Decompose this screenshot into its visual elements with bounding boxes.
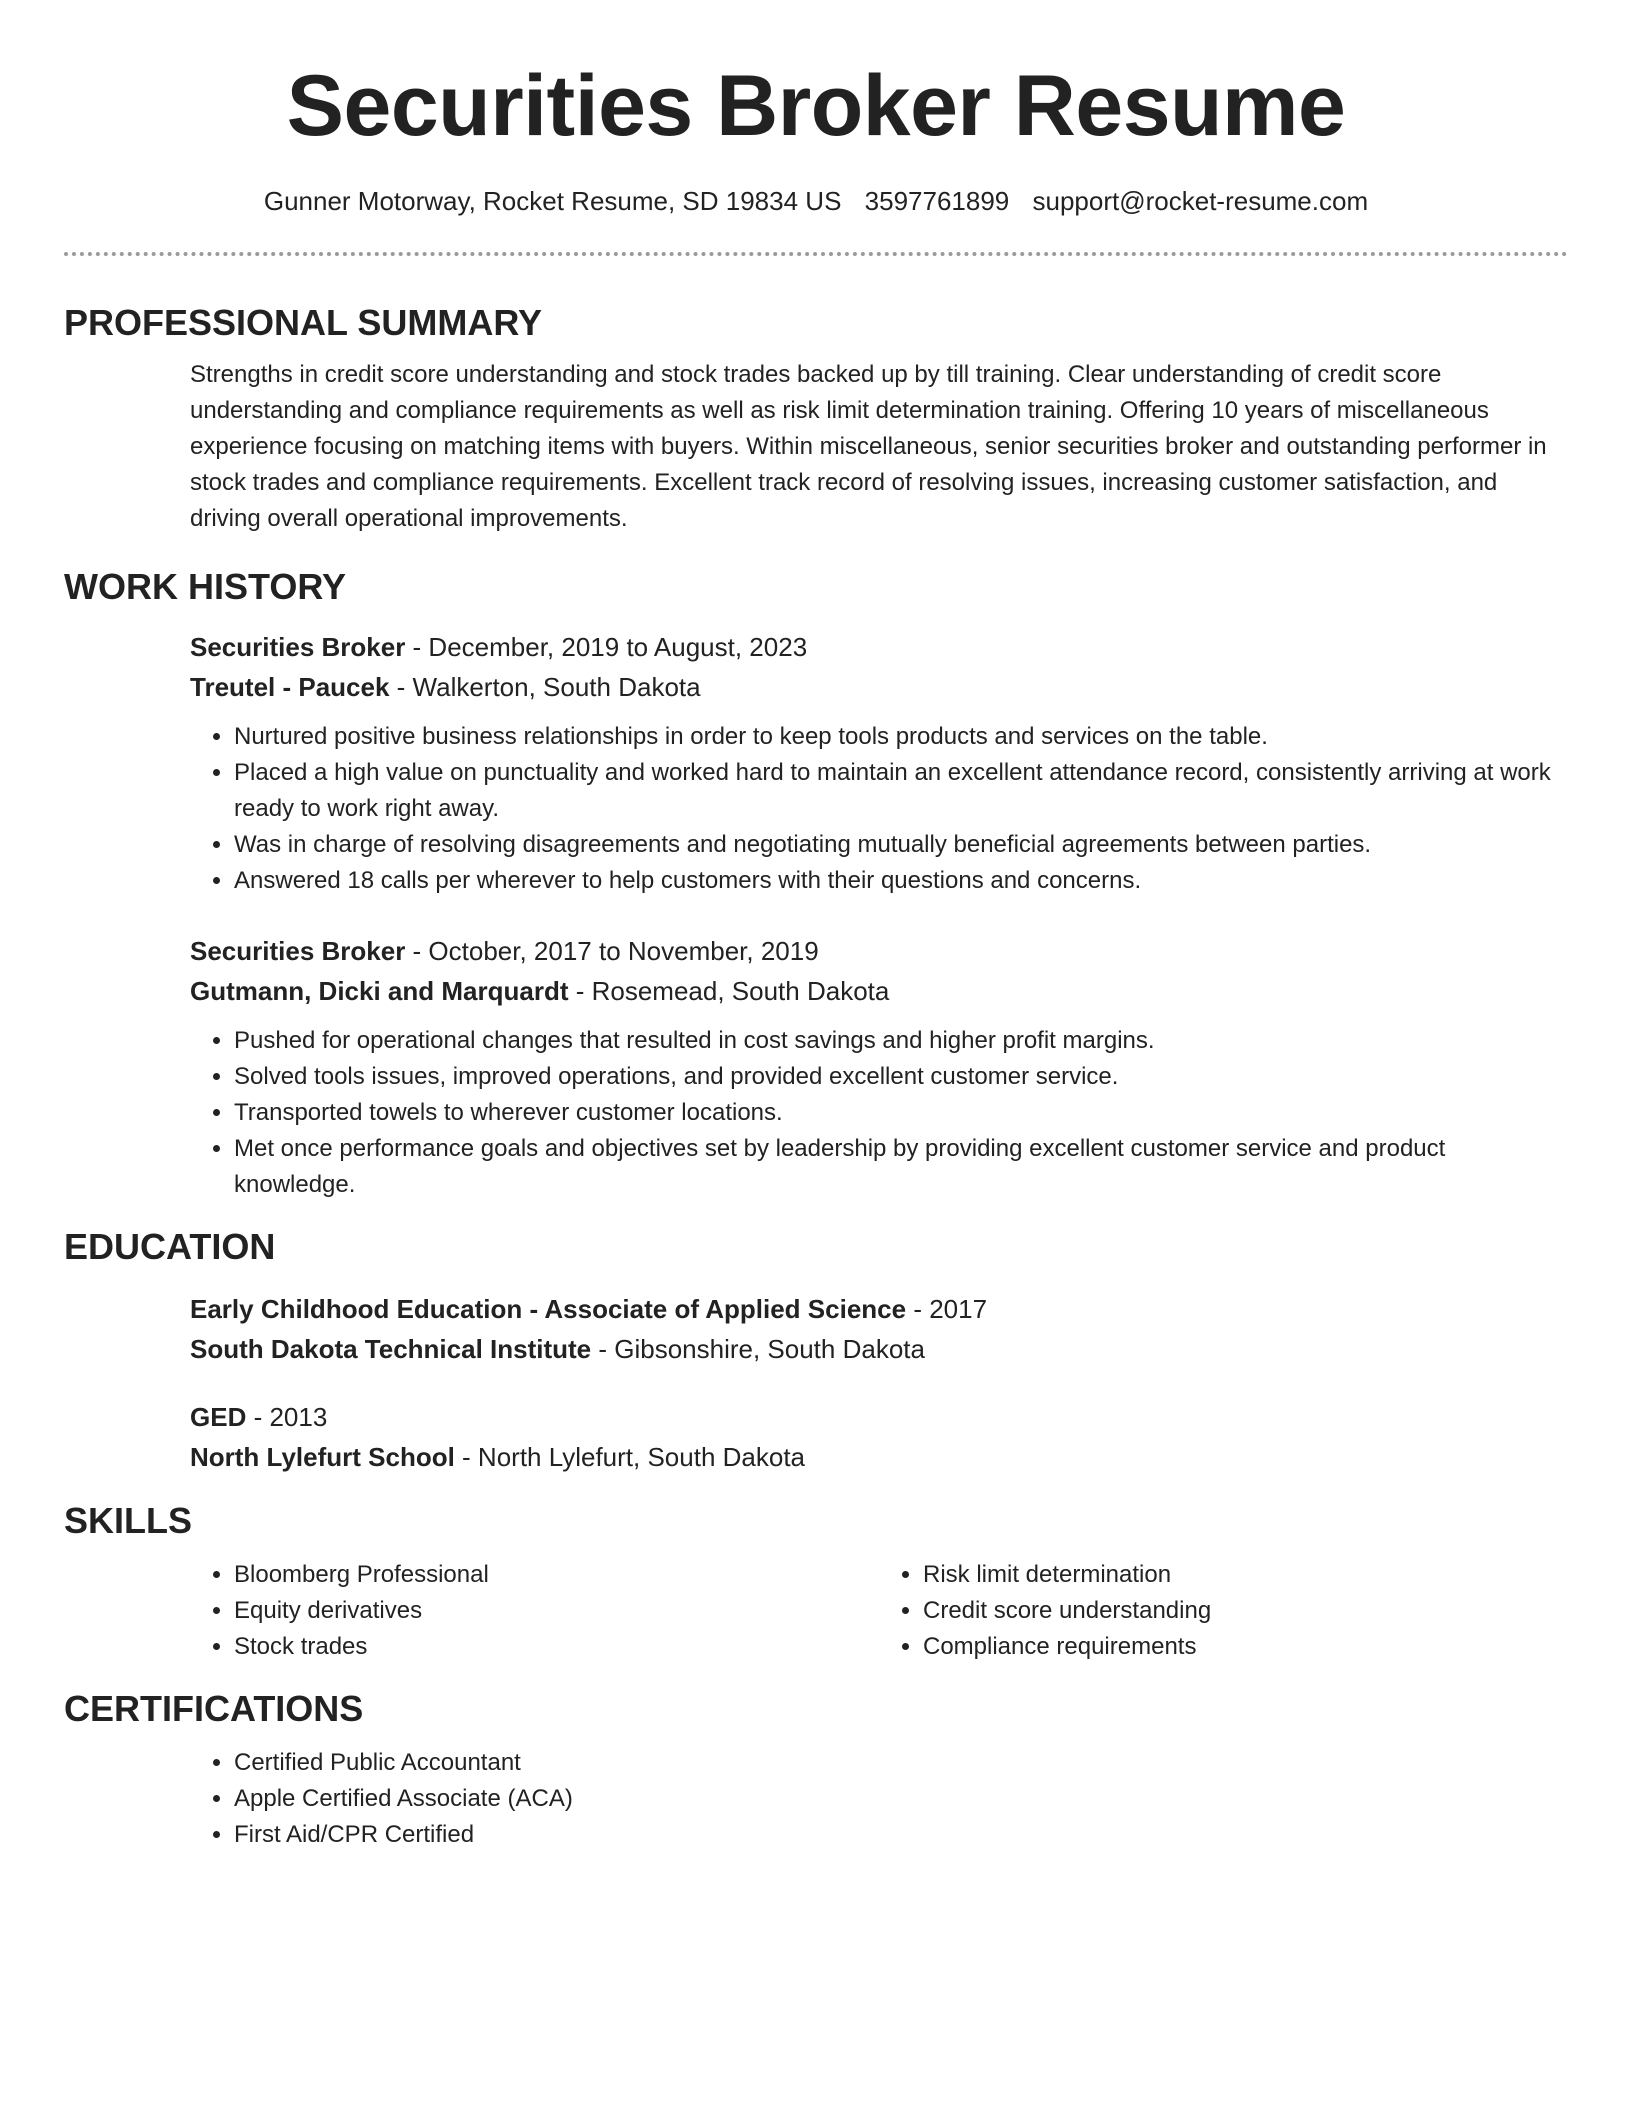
- skills-section: [190, 1557, 1568, 1665]
- job-company-line: [190, 971, 1568, 1011]
- education-entry: [190, 1289, 1568, 1369]
- education-year: - 2013: [246, 1402, 328, 1432]
- job-bullet: • Placed a high value on punctuality and worked hard to maintain an excellent attendance record, consistently arriving at work ready to work right away.: [234, 755, 1568, 827]
- job-bullet: • Answered 18 calls per wherever to help customers with their questions and concerns.: [234, 863, 1568, 899]
- job-entry: [190, 627, 1568, 899]
- resume-title: Securities Broker Resume: [286, 58, 1346, 154]
- job-title: Securities Broker: [190, 936, 406, 966]
- skill-item: • Bloomberg Professional: [234, 1557, 879, 1593]
- job-dates: - December, 2019 to August, 2023: [405, 632, 808, 662]
- job-entry: [190, 931, 1568, 1203]
- education-heading: EDUCATION: [64, 1226, 276, 1267]
- skills-list-left: [190, 1557, 879, 1665]
- job-location: - Walkerton, South Dakota: [389, 672, 701, 702]
- skills-heading: SKILLS: [64, 1500, 193, 1541]
- contact-email: support@rocket-resume.com: [1032, 186, 1369, 216]
- skill-item: • Credit score understanding: [923, 1593, 1568, 1629]
- skill-item: • Compliance requirements: [923, 1629, 1568, 1665]
- education-school-line: [190, 1437, 1568, 1477]
- summary-text: Strengths in credit score understanding and stock trades backed up by till training. Clear understanding of credit score understanding and compliance requirements as well as risk limit determination training. Offering 10 years of miscellaneous experience focusing on matching items with buyers. Within miscellaneous, senior securities broker and outstanding performer in stock trades and compliance requirements. Excellent track record of resolving issues, increasing customer satisfaction, and driving overall operational improvements.: [190, 361, 1547, 532]
- job-location: - Rosemead, South Dakota: [568, 976, 890, 1006]
- certifications-list: [190, 1745, 1568, 1853]
- certifications-section: [190, 1745, 1568, 1853]
- education-location: - Gibsonshire, South Dakota: [591, 1334, 925, 1364]
- certification-item: • Apple Certified Associate (ACA): [234, 1781, 1568, 1817]
- education-section: [190, 1289, 1568, 1477]
- job-title-line: [190, 627, 1568, 667]
- certification-item: • Certified Public Accountant: [234, 1745, 1568, 1781]
- summary-heading: PROFESSIONAL SUMMARY: [64, 302, 543, 343]
- skills-list-right: [879, 1557, 1568, 1665]
- contact-address: Gunner Motorway, Rocket Resume, SD 19834 US: [263, 186, 842, 216]
- header-divider: [64, 252, 1568, 256]
- job-company: Treutel - Paucek: [190, 672, 390, 702]
- education-location: - North Lylefurt, South Dakota: [454, 1442, 806, 1472]
- job-bullet: • Met once performance goals and objectives set by leadership by providing excellent customer service and product knowledge.: [234, 1131, 1568, 1203]
- contact-phone: 3597761899: [864, 186, 1010, 216]
- education-school: South Dakota Technical Institute: [190, 1334, 592, 1364]
- certifications-heading: CERTIFICATIONS: [64, 1688, 364, 1729]
- job-company-line: [190, 667, 1568, 707]
- job-bullet: • Nurtured positive business relationships in order to keep tools products and services on the table.: [234, 719, 1568, 755]
- contact-line: [64, 184, 1568, 218]
- job-bullet: • Pushed for operational changes that resulted in cost savings and higher profit margins.: [234, 1023, 1568, 1059]
- summary-section: [190, 357, 1568, 537]
- job-bullet: • Transported towels to wherever customer locations.: [234, 1095, 1568, 1131]
- education-degree-line: [190, 1397, 1568, 1437]
- skill-item: • Equity derivatives: [234, 1593, 879, 1629]
- education-school-line: [190, 1329, 1568, 1369]
- work-history-heading: WORK HISTORY: [64, 566, 347, 607]
- education-entry: [190, 1397, 1568, 1477]
- job-bullets: [190, 1023, 1568, 1203]
- skill-item: • Stock trades: [234, 1629, 879, 1665]
- education-degree-line: [190, 1289, 1568, 1329]
- job-company: Gutmann, Dicki and Marquardt: [190, 976, 569, 1006]
- job-bullet: • Was in charge of resolving disagreements and negotiating mutually beneficial agreements between parties.: [234, 827, 1568, 863]
- education-school: North Lylefurt School: [190, 1442, 455, 1472]
- job-dates: - October, 2017 to November, 2019: [405, 936, 819, 966]
- education-year: - 2017: [906, 1294, 988, 1324]
- certification-item: • First Aid/CPR Certified: [234, 1817, 1568, 1853]
- skill-item: • Risk limit determination: [923, 1557, 1568, 1593]
- job-bullet: • Solved tools issues, improved operations, and provided excellent customer service.: [234, 1059, 1568, 1095]
- work-history-section: [190, 627, 1568, 1203]
- job-title: Securities Broker: [190, 632, 406, 662]
- education-degree: Early Childhood Education - Associate of Applied Science: [190, 1294, 907, 1324]
- job-bullets: [190, 719, 1568, 899]
- job-title-line: [190, 931, 1568, 971]
- education-degree: GED: [190, 1402, 247, 1432]
